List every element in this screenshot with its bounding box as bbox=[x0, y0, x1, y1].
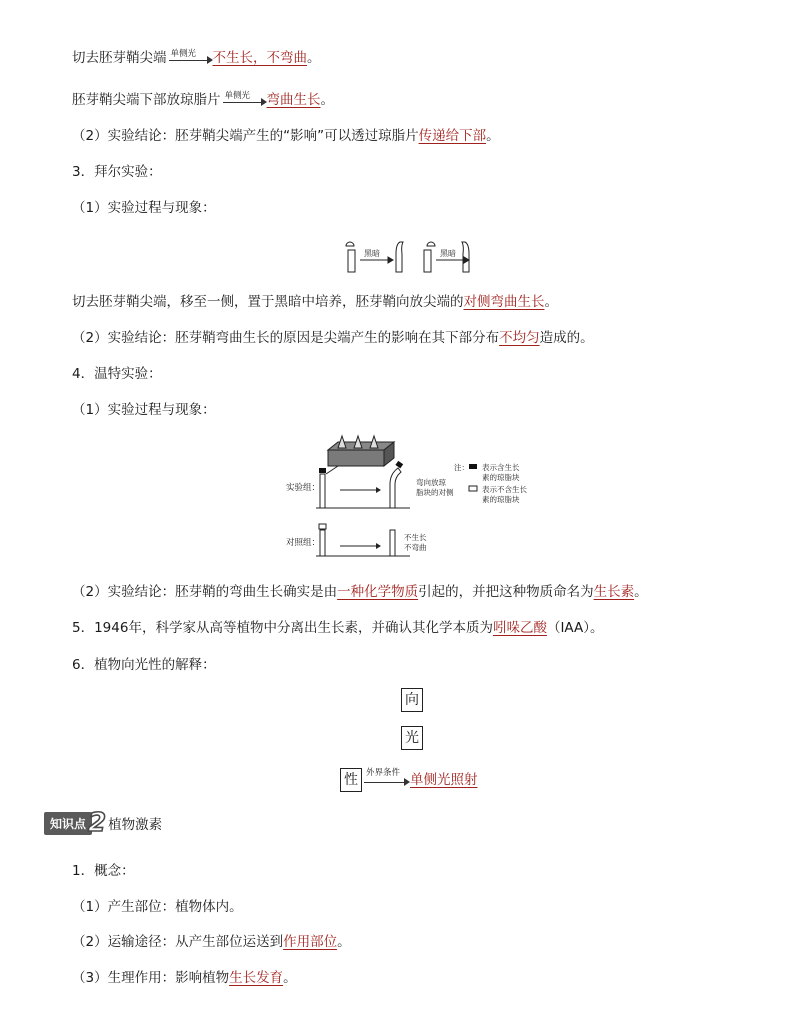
label-dark-1: 黑暗 bbox=[364, 249, 380, 258]
section-title: 植物激素 bbox=[108, 817, 163, 833]
note1-line1: 表示含生长 bbox=[482, 463, 520, 472]
coleoptile-tip bbox=[346, 242, 354, 246]
end: 。 bbox=[634, 584, 648, 600]
note-title: 注： bbox=[454, 463, 469, 472]
text: 胚芽鞘尖端下部放琼脂片 bbox=[72, 92, 221, 108]
heading-phototropism: 6．植物向光性的解释： bbox=[72, 657, 216, 673]
end: 。 bbox=[337, 934, 351, 950]
heading-went: 4．温特实验： bbox=[72, 366, 162, 382]
mid: 引起的，并把这种物质命名为 bbox=[418, 584, 594, 600]
arrow-right-icon bbox=[221, 90, 267, 110]
result-exp-1: 弯向放琼 bbox=[416, 478, 446, 487]
line-went-conclusion bbox=[72, 582, 648, 602]
bayer-diagram bbox=[338, 236, 478, 276]
line-bayer-conclusion bbox=[72, 328, 594, 348]
text: （2）实验结论：胚芽鞘的弯曲生长确实是由 bbox=[72, 584, 338, 600]
arrow-right-icon bbox=[362, 768, 410, 792]
text: 5．1946年，科学家从高等植物中分离出生长素，并确认其化学本质为 bbox=[72, 620, 493, 636]
line-transport bbox=[72, 932, 351, 952]
white-block-icon bbox=[469, 486, 477, 491]
curved-coleoptile bbox=[396, 242, 403, 272]
phototropism-arrow-row bbox=[362, 768, 478, 792]
text: （3）生理作用：影响植物 bbox=[72, 970, 230, 986]
answer-2: 生长素 bbox=[593, 584, 635, 600]
coleoptile-stump bbox=[348, 250, 355, 272]
text: 切去胚芽鞘尖端 bbox=[72, 50, 167, 66]
result-ctrl-2: 不弯曲 bbox=[404, 543, 427, 552]
answer: 对侧弯曲生长 bbox=[463, 294, 545, 310]
answer: 不均匀 bbox=[499, 330, 540, 346]
line-conclusion-1 bbox=[72, 126, 500, 146]
answer: 生长发育 bbox=[229, 970, 284, 986]
end: 。 bbox=[307, 50, 321, 66]
arrow-right-icon bbox=[167, 48, 213, 68]
end: 。 bbox=[320, 92, 334, 108]
result-ctrl-1: 不生长 bbox=[404, 533, 427, 542]
answer: 传递给下部 bbox=[418, 128, 487, 144]
char-box-2: 光 bbox=[401, 726, 423, 750]
arrow-label: 单侧光 bbox=[170, 49, 197, 59]
arrow-label: 外界条件 bbox=[366, 768, 401, 778]
result-exp-2: 脂块的对侧 bbox=[416, 488, 454, 497]
note2-line2: 素的琼脂块 bbox=[482, 495, 520, 504]
answer: 作用部位 bbox=[283, 934, 338, 950]
end: 。 bbox=[486, 128, 500, 144]
line-physiology bbox=[72, 968, 297, 988]
ctrl-label: 对照组： bbox=[286, 538, 321, 548]
text: （2）运输途径：从产生部位运送到 bbox=[72, 934, 284, 950]
answer: 不生长，不弯曲 bbox=[212, 50, 307, 66]
line-bayer-process: （1）实验过程与现象： bbox=[72, 200, 216, 216]
text: 切去胚芽鞘尖端，移至一侧，置于黑暗中培养，胚芽鞘向放尖端的 bbox=[72, 294, 464, 310]
end: （IAA）。 bbox=[546, 620, 604, 636]
line-bayer-result bbox=[72, 292, 558, 312]
end: 。 bbox=[544, 294, 558, 310]
text: （2）实验结论：胚芽鞘尖端产生的“影响”可以透过琼脂片 bbox=[72, 128, 419, 144]
answer: 弯曲生长 bbox=[266, 92, 321, 108]
label-dark-2: 黑暗 bbox=[440, 249, 456, 258]
section-badge: 知识点 bbox=[44, 812, 92, 835]
end: 。 bbox=[283, 970, 297, 986]
black-block-icon bbox=[469, 464, 477, 469]
char-box-3: 性 bbox=[340, 768, 362, 792]
char-box-1: 向 bbox=[401, 688, 423, 712]
end: 造成的。 bbox=[539, 330, 594, 346]
line-decapitated bbox=[72, 48, 321, 68]
text: （2）实验结论：胚芽鞘弯曲生长的原因是尖端产生的影响在其下部分布 bbox=[72, 330, 500, 346]
arrow-label: 单侧光 bbox=[224, 91, 251, 101]
exp-label: 实验组： bbox=[286, 483, 321, 493]
answer: 吲哚乙酸 bbox=[492, 620, 547, 636]
note1-line2: 素的琼脂块 bbox=[482, 473, 520, 482]
answer: 单侧光照射 bbox=[410, 772, 478, 788]
line-1946 bbox=[72, 618, 604, 638]
answer: 一种化学物质 bbox=[337, 584, 419, 600]
heading-concept: 1．概念： bbox=[72, 863, 135, 879]
line-went-process: （1）实验过程与现象： bbox=[72, 402, 216, 418]
line-agar-under-tip bbox=[72, 90, 334, 110]
went-diagram bbox=[284, 432, 554, 562]
section-header bbox=[44, 810, 162, 836]
line-production-site: （1）产生部位：植物体内。 bbox=[72, 899, 243, 915]
note2-line1: 表示不含生长 bbox=[482, 485, 527, 494]
heading-bayer: 3．拜尔实验： bbox=[72, 164, 162, 180]
section-badge-number: 2 bbox=[88, 808, 107, 838]
